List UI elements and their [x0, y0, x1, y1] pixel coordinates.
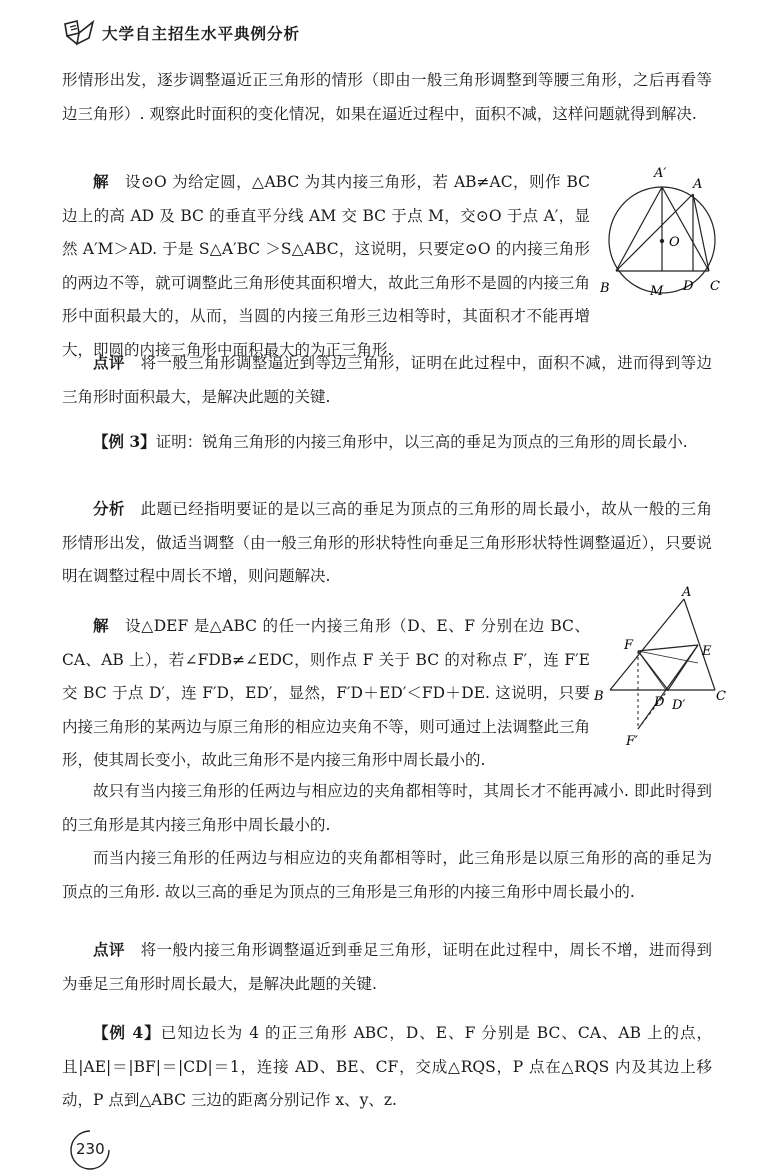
page-number: 230 — [76, 1140, 105, 1158]
solution-3-text: 设△DEF 是△ABC 的任一内接三角形（D、E、F 分别在边 BC、CA、AB 上），若∠FDB≠∠EDC，则作点 F 关于 BC 的对称点 F′，连 F′E 交 BC 于点 D′，连 F′D，ED′，显然，F′D＋ED′＜FD＋DE. 这说明，只要内接三角形的某两边与原三角形的相应边夹角不等，则可通过上法调整此三角形，使其周长变小，故此三角形不是内接三角形中周长最小的. — [62, 617, 590, 769]
solution-1 — [62, 165, 590, 367]
label-d-prime: D′ — [672, 698, 686, 713]
analysis-3-label: 分析 — [93, 499, 125, 518]
figure-triangle-reflection — [588, 585, 728, 775]
label-b: B — [594, 689, 604, 704]
label-a: A — [693, 177, 703, 192]
comment-1-text: 将一般三角形调整逼近到等边三角形，证明在此过程中，面积不减，进而得到等边三角形时面积最大，是解决此题的关键. — [62, 354, 712, 406]
label-c: C — [710, 279, 720, 294]
label-c: C — [716, 689, 726, 704]
segment-a1c — [662, 187, 709, 271]
segment-fd1 — [638, 651, 666, 690]
example-3-text: 证明：锐角三角形的内接三角形中，以三高的垂足为顶点的三角形的周长最小. — [155, 433, 688, 451]
paragraph-3c: 而当内接三角形的任两边与相应边的夹角都相等时，此三角形是以原三角形的高的垂足为顶点的三角形. 故以三高的垂足为顶点的三角形是三角形的内接三角形中周长最小的. — [62, 849, 712, 901]
segment-ab — [610, 599, 684, 690]
example-4-label: 【例 4】 — [93, 1023, 161, 1042]
intro-paragraph: 形情形出发，逐步调整逼近正三角形的情形（即由一般三角形调整到等腰三角形，之后再看等边三角形）. 观察此时面积的变化情况，如果在逼近过程中，面积不减，这样问题就得到解决. — [62, 71, 712, 123]
book-logo-icon — [62, 18, 96, 48]
comment-3-label: 点评 — [93, 940, 125, 959]
segment-fe — [638, 645, 698, 651]
analysis-3 — [62, 492, 712, 594]
segment-ac — [693, 194, 709, 271]
label-f: F — [624, 638, 634, 653]
label-m: M — [650, 284, 664, 299]
solution-3 — [62, 609, 590, 778]
paragraph-3b: 故只有当内接三角形的任两边与相应边的夹角都相等时，其周长才不能再减小. 即此时得到的三角形是其内接三角形中周长最小的. — [62, 782, 712, 834]
page-number-badge — [68, 1128, 112, 1172]
label-a: A — [682, 585, 692, 600]
label-f-prime: F′ — [626, 734, 638, 749]
solution-3-label: 解 — [93, 616, 110, 635]
example-3 — [62, 425, 712, 460]
label-a-prime: A′ — [654, 166, 667, 181]
segment-a1b — [616, 187, 662, 271]
running-header — [62, 16, 300, 50]
analysis-3-text: 此题已经指明要证的是以三高的垂足为顶点的三角形的周长最小，故从一般的三角形情形出发，做适当调整（由一般三角形的形状特性向垂足三角形形状特性调整逼近），只要说明在调整过程中周长不增，则问题解决. — [62, 500, 712, 585]
solution-1-text: 设⊙O 为给定圆，△ABC 为其内接三角形，若 AB≠AC，则作 BC 边上的高 AD 及 BC 的垂直平分线 AM 交 BC 于点 M，交⊙O 于点 A′，显然 A′M＞AD. 于是 S△A′BC ＞S△ABC，这说明，只要定⊙O 的内接三角形的两边不等，就可调整此三角形使其面积增大，故此三角形不是圆的内接三角形中面积最大的，从而，当圆的内接三角形三边相等时，其面积才不能再增大，即圆的内接三角形中面积最大的为正三角形. — [62, 173, 590, 359]
comment-3-text: 将一般内接三角形调整逼近到垂足三角形，证明在此过程中，周长不增，进而得到为垂足三角形时周长最大，是解决此题的关键. — [62, 941, 712, 993]
comment-1-label: 点评 — [93, 353, 125, 372]
label-d: D — [654, 695, 665, 710]
label-o: O — [669, 235, 680, 250]
comment-3 — [62, 933, 712, 1001]
label-b: B — [600, 281, 610, 296]
comment-1 — [62, 346, 712, 414]
label-d: D — [683, 279, 694, 294]
label-e: E — [702, 644, 712, 659]
figure-circle-triangle — [596, 164, 724, 304]
header-title: 大学自主招生水平典例分析 — [102, 25, 301, 43]
segment-ab — [616, 194, 693, 271]
center-o-dot — [660, 239, 664, 243]
example-4-text: 已知边长为 4 的正三角形 ABC，D、E、F 分别是 BC、CA、AB 上的点，且|AE|＝|BF|＝|CD|＝1，连接 AD、BE、CF，交成△RQS，P 点在△RQS 内及其边上移动，P 点到△ABC 三边的距离分别记作 x、y、z. — [62, 1024, 712, 1109]
segment-ef1 — [638, 645, 698, 729]
solution-1-label: 解 — [93, 172, 109, 191]
example-3-label: 【例 3】 — [93, 432, 156, 451]
example-4 — [62, 1016, 712, 1118]
